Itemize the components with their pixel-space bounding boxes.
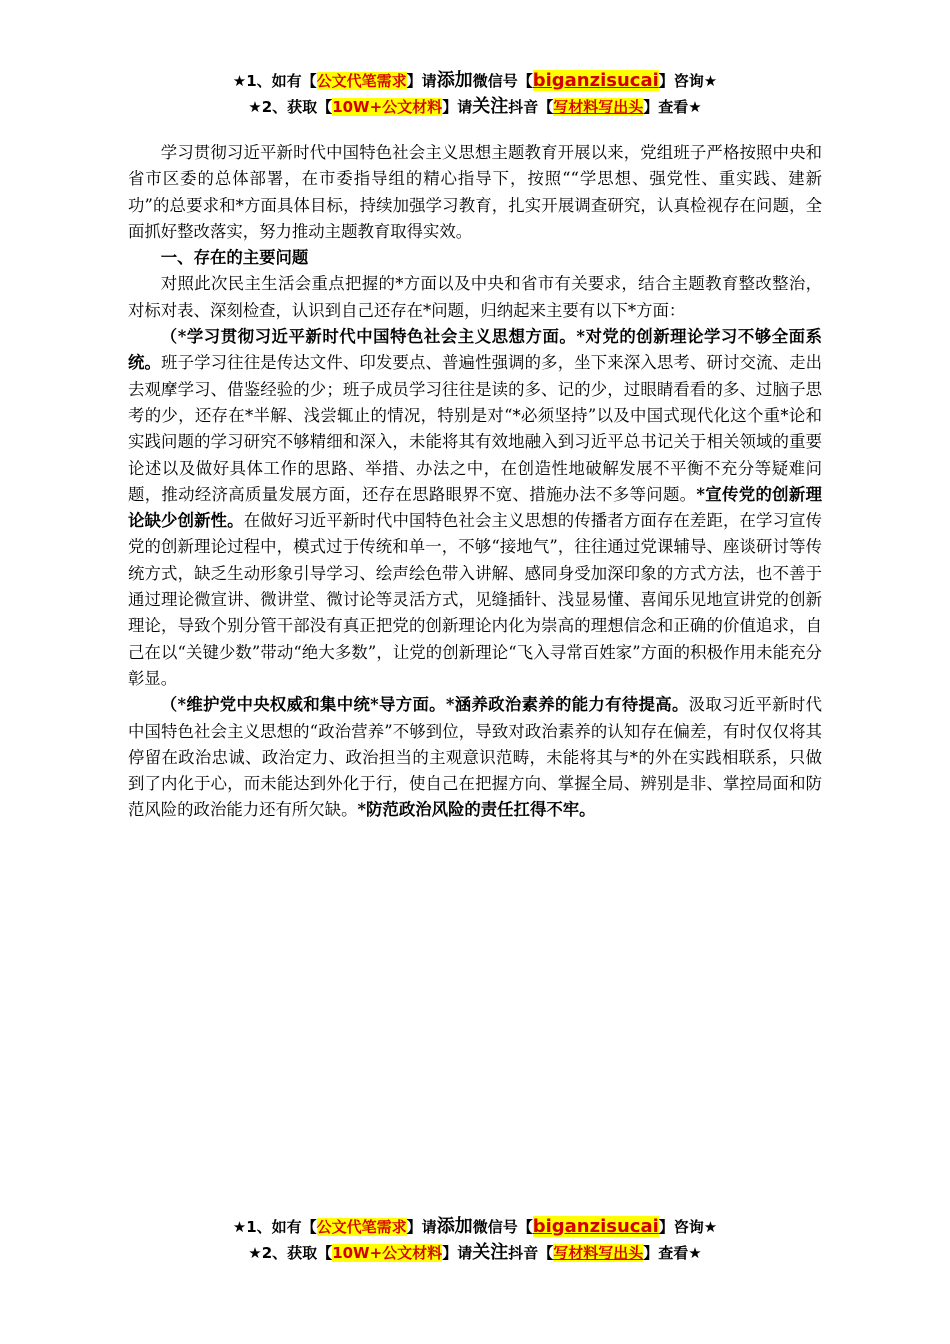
banner-emphasis: 添加: [436, 1216, 473, 1237]
banner-line-2: [0, 94, 950, 120]
paragraph-text: 在做好习近平新时代中国特色社会主义思想的传播者方面存在差距，在学习宣传党的创新理论过程中，模式过于传统和单一，不够“接地气”，往往通过党课辅导、座谈研讨等传统方式，缺乏生动形象引导学习、绘声绘色带入讲解、感同身受加深印象的方式方法，也不善于通过理论微宣讲、微讲堂、微讨论等灵活方式，见缝插针、浅显易懂、喜闻乐见地宣讲党的创新理论，导致个别分管干部没有真正把党的创新理论内化为崇高的理想信念和正确的价值追求，自己在以“关键少数”带动“绝大多数”，让党的创新理论“飞入寻常百姓家”方面的积极作用未能充分彰显。: [128, 511, 823, 688]
overview-paragraph: 对照此次民主生活会重点把握的*方面以及中央和省市有关要求，结合主题教育整改整治，对标对表、深刻检查，认识到自己还存在*问题，归纳起来主要有以下*方面：: [128, 274, 822, 320]
banner-text: ★1、如有【: [232, 72, 317, 90]
paragraph-text: 汲取习近平新时代中国特色社会主义思想的“政治营养”不够到位，导致对政治素养的认知存在偏差，有时仅仅将其停留在政治忠诚、政治定力、政治担当的主观意识范畴，未能将其与*的外在实践相联系，只做到了内化于心，而未能达到外化于行，使自己在把握方向、掌握全局、辨别是非、掌控局面和防范风险的政治能力还有所欠缺。: [128, 695, 823, 820]
banner-text: ★2、获取【: [248, 98, 333, 116]
banner-text: 抖音【: [508, 1244, 554, 1262]
banner-highlight: 公文代笔需求: [316, 72, 407, 90]
bold-heading: （*学习贯彻习近平新时代中国特色社会主义思想方面。*对党的创新理论学习不够全面系统。: [128, 327, 822, 373]
banner-text: 】请: [406, 1218, 437, 1236]
bold-heading: （*维护党中央权威和集中统*导方面。*涵养政治素养的能力有待提高。: [160, 695, 689, 715]
section-heading: 一、存在的主要问题: [160, 248, 309, 268]
banner-highlight: 公文代笔需求: [316, 1218, 407, 1236]
banner-emphasis: 关注: [472, 96, 509, 117]
banner-text: 微信号【: [472, 1218, 533, 1236]
intro-paragraph: 学习贯彻习近平新时代中国特色社会主义思想主题教育开展以来，党组班子严格按照中央和省市区委的总体部署，在市委指导组的精心指导下，按照““学思想、强党性、重实践、建新功”的总要求和*方面具体目标，持续加强学习教育，扎实开展调查研究，认真检视存在问题，全面抓好整改落实，努力推动主题教育取得实效。: [128, 143, 822, 241]
banner-emphasis: 添加: [436, 70, 473, 91]
banner-text: 】查看★: [643, 1244, 702, 1262]
wechat-id-highlight: biganzisucai: [532, 1216, 659, 1237]
banner-text: 】查看★: [643, 98, 702, 116]
banner-emphasis: 关注: [472, 1242, 509, 1263]
banner-text: 】请: [442, 98, 473, 116]
banner-text: 】咨询★: [658, 1218, 718, 1236]
banner-highlight: 10W+公文材料: [332, 1244, 443, 1262]
banner-line-2: [0, 1240, 950, 1266]
banner-highlight: 10W+公文材料: [332, 98, 443, 116]
douyin-account-highlight: 写材料写出头: [553, 1244, 644, 1262]
banner-text: ★2、获取【: [248, 1244, 333, 1262]
banner-line-1: [0, 1214, 950, 1240]
banner-text: 】咨询★: [658, 72, 718, 90]
banner-line-1: [0, 68, 950, 94]
wechat-id-highlight: biganzisucai: [532, 70, 659, 91]
banner-text: 】请: [442, 1244, 473, 1262]
banner-text: ★1、如有【: [232, 1218, 317, 1236]
banner-text: 微信号【: [472, 72, 533, 90]
paragraph-central-authority: [128, 692, 822, 823]
paragraph-theory-study: [128, 324, 822, 692]
header-banner: [0, 68, 950, 120]
douyin-account-highlight: 写材料写出头: [553, 98, 644, 116]
banner-text: 抖音【: [508, 98, 554, 116]
document-body: [128, 140, 822, 824]
bold-heading: *防范政治风险的责任扛得不牢。: [357, 800, 596, 820]
paragraph-text: 班子学习往往是传达文件、印发要点、普遍性强调的多，坐下来深入思考、研讨交流、走出去观摩学习、借鉴经验的少；班子成员学习往往是读的多、记的少，过眼睛看看的多、过脑子思考的少，还存在*半解、浅尝辄止的情况，特别是对“*必须坚持”以及中国式现代化这个重*论和实践问题的学习研究不够精细和深入，未能将其有效地融入到习近平总书记关于相关领域的重要论述以及做好具体工作的思路、举措、办法之中，在创造性地破解发展不平衡不充分等疑难问题，推动经济高质量发展方面，还存在思路眼界不宽、措施办法不多等问题。: [128, 353, 823, 504]
bold-heading: *宣传党的创新理论缺少创新性。: [128, 484, 823, 531]
banner-text: 】请: [406, 72, 437, 90]
footer-banner: [0, 1214, 950, 1266]
